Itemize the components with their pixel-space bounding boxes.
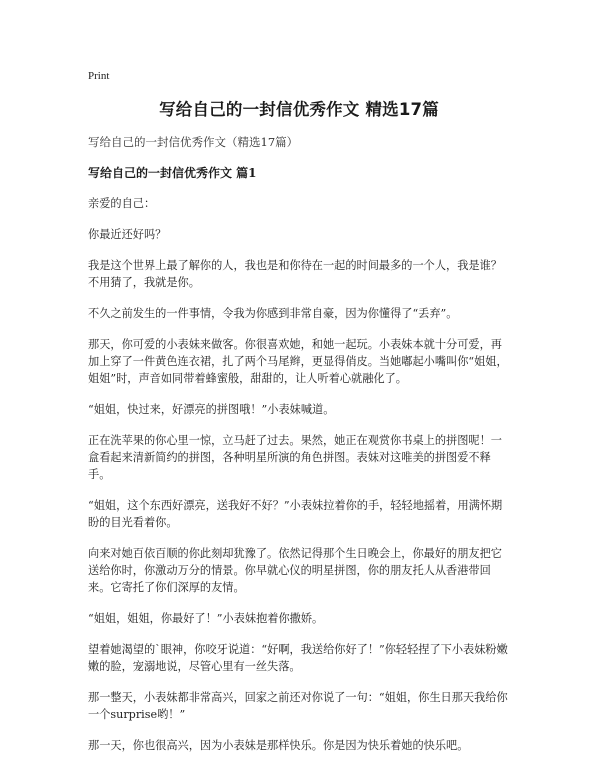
paragraph: 正在洗苹果的你心里一惊，立马赶了过去。果然，她正在观赏你书桌上的拼图呢！一盒看起来清新简约的拼图，各种明星所演的角色拼图。表妹对这唯美的拼图爱不释手。 <box>88 434 502 481</box>
paragraph: 那天，你可爱的小表妹来做客。你很喜欢她，和她一起玩。小表妹本就十分可爱，再加上穿了一件黄色连衣裙，扎了两个马尾辫，更显得俏皮。当她嘟起小嘴叫你“姐姐，姐姐”时，声音如同带着蜂蜜般，甜甜的，让人听着心就融化了。 <box>88 338 508 385</box>
paragraph: “姐姐，这个东西好漂亮，送我好不好？”小表妹拉着你的手，轻轻地摇着，用满怀期盼的目光看着你。 <box>88 499 503 529</box>
salutation: 亲爱的自己： <box>88 197 156 210</box>
paragraph: “姐姐，姐姐，你最好了！”小表妹抱着你撒娇。 <box>88 612 324 625</box>
paragraph: 向来对她百依百顺的你此刻却犹豫了。依然记得那个生日晚会上，你最好的朋友把它送给你时，你激动万分的情景。你早就心仪的明星拼图，你的朋友托人从香港带回来。它寄托了你们深厚的友情。 <box>88 547 502 594</box>
paragraph: “姐姐，快过来，好漂亮的拼图哦！”小表妹喊道。 <box>88 403 335 416</box>
document-title: 写给自己的一封信优秀作文 精选17篇 <box>159 100 439 119</box>
print-label: Print <box>88 70 110 82</box>
paragraph: 你最近还好吗？ <box>88 228 167 241</box>
section-heading: 写给自己的一封信优秀作文 篇1 <box>88 166 257 180</box>
paragraph: 我是这个世界上最了解你的人，我也是和你待在一起的时间最多的一个人，我是谁？不用猜了，我就是你。 <box>88 259 502 289</box>
paragraph: 不久之前发生的一件事情，令我为你感到非常自豪，因为你懂得了“丢弃”。 <box>88 307 458 320</box>
document-subtitle: 写给自己的一封信优秀作文（精选17篇） <box>88 135 299 149</box>
paragraph: 那一天，你也很高兴，因为小表妹是那样快乐。你是因为快乐着她的快乐吧。 <box>88 739 469 752</box>
paragraph: 那一整天，小表妹都非常高兴，回家之前还对你说了一句：“姐姐，你生日那天我给你一个surprise哟！” <box>88 691 508 721</box>
paragraph: 望着她渴望的`眼神，你咬牙说道：“好啊，我送给你好了！”你轻轻捏了下小表妹粉嫩嫩的脸，宠溺地说，尽管心里有一丝失落。 <box>88 643 508 673</box>
